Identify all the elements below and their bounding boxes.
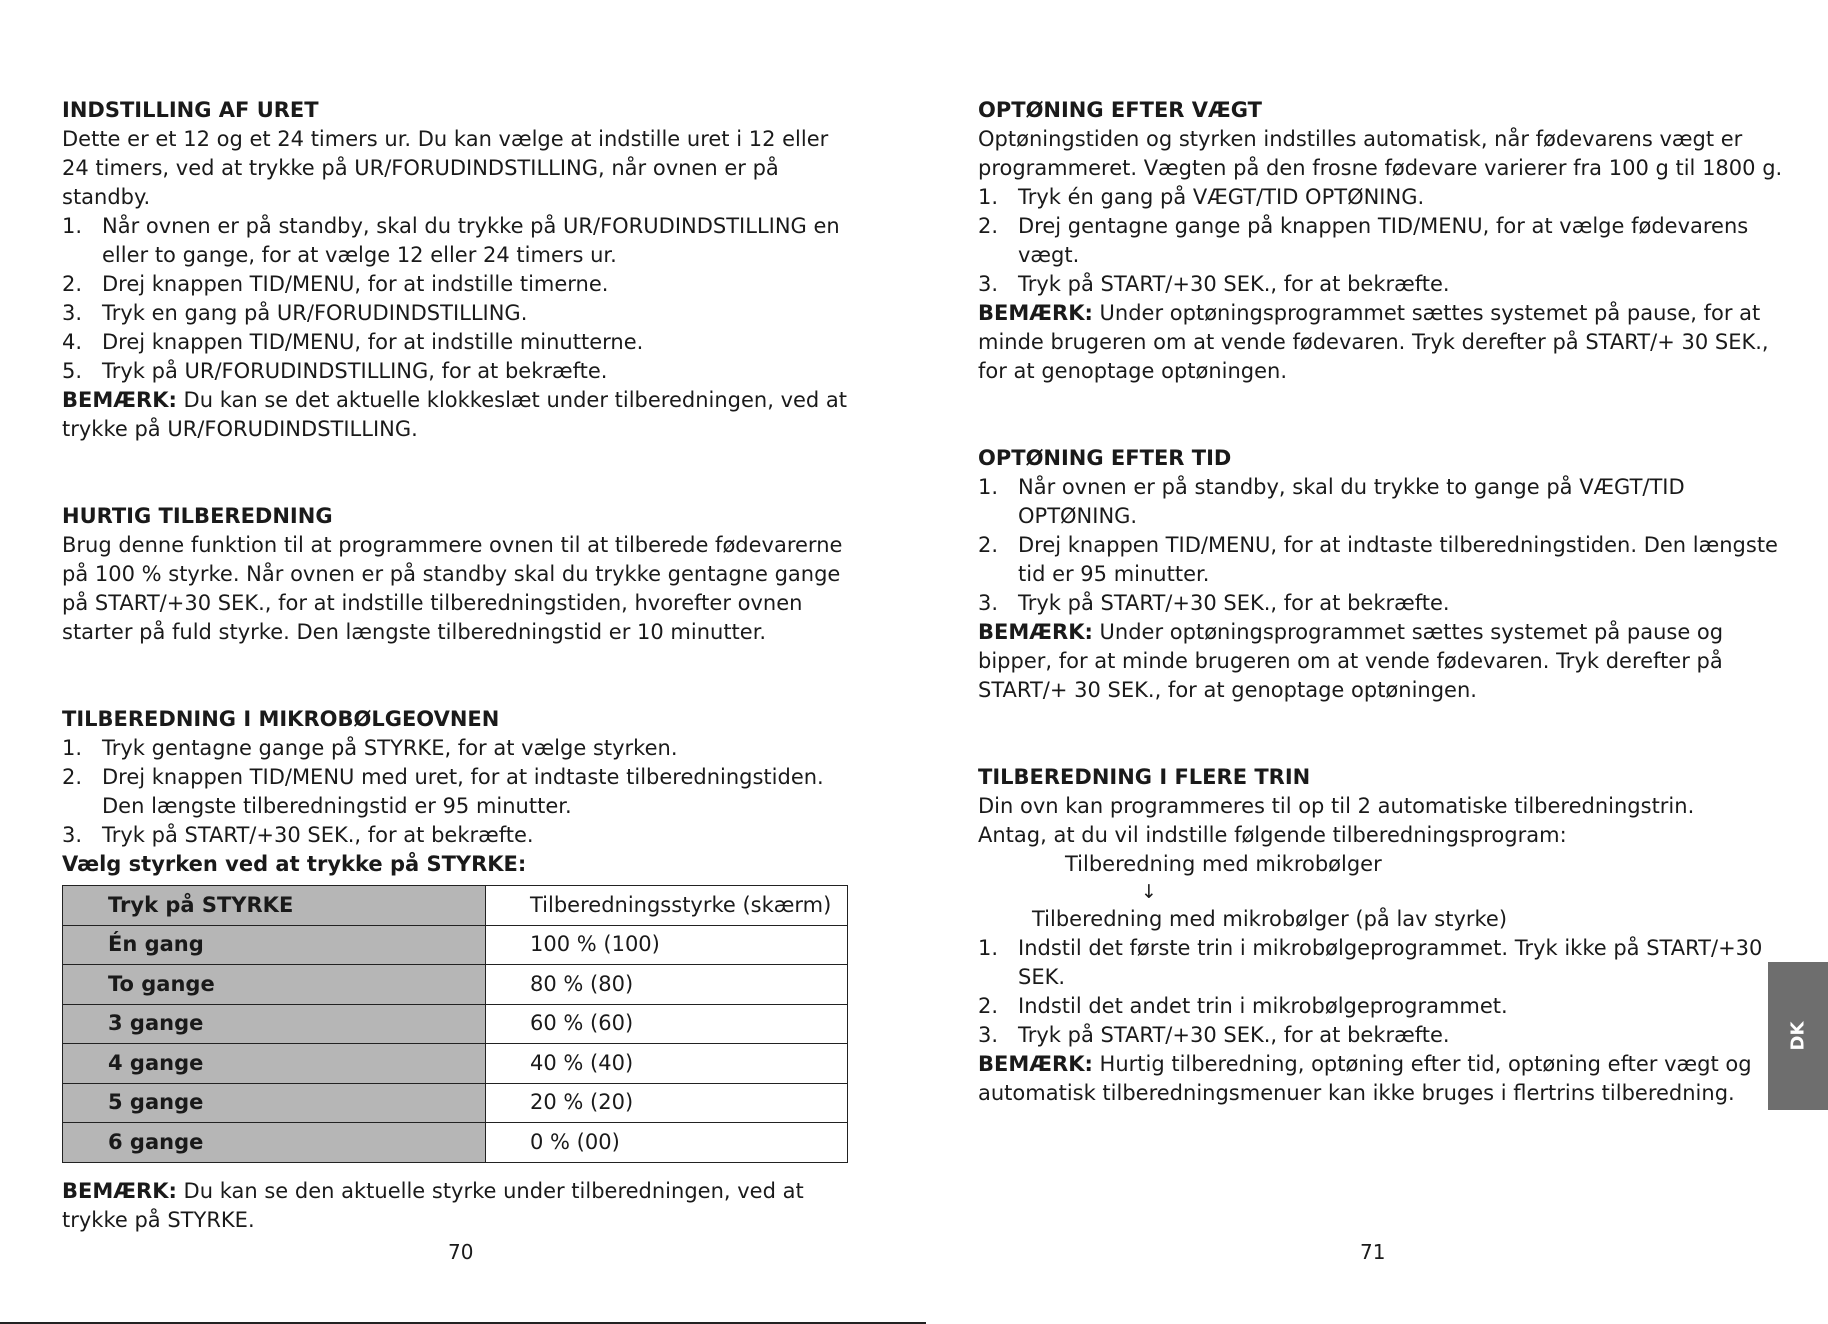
step-number: 1. (978, 936, 999, 960)
step-text: Tryk gentagne gange på STYRKE, for at vælge styrken. (102, 736, 678, 760)
table-row (63, 1083, 848, 1123)
step-number: 1. (62, 214, 83, 238)
quick-cook-section (62, 502, 852, 647)
table-title: Vælg styrken ved at trykke på STYRKE: (62, 852, 527, 876)
steps-list (978, 183, 1793, 299)
step-text: Tryk én gang på VÆGT/TID OPTØNING. (1018, 185, 1425, 209)
step-number: 3. (978, 1023, 999, 1047)
step-number: 4. (62, 330, 83, 354)
step-text: Drej gentagne gange på knappen TID/MENU, for at vælge fødevarens vægt. (1018, 214, 1749, 267)
table-cell: 6 gange (63, 1123, 486, 1163)
table-cell: 0 % (00) (486, 1123, 848, 1163)
list-item (978, 589, 1793, 618)
step-text: Indstil det andet trin i mikrobølgeprogrammet. (1018, 994, 1508, 1018)
step-number: 5. (62, 359, 83, 383)
step-text: Drej knappen TID/MENU med uret, for at indtaste tilberedningstiden. Den længste tilberedningstid er 95 minutter. (102, 765, 824, 818)
list-item (978, 183, 1793, 212)
table-cell: To gange (63, 965, 486, 1005)
flow-step: Tilberedning med mikrobølger (på lav styrke) (1032, 907, 1508, 931)
step-number: 1. (978, 475, 999, 499)
step-text: Tryk en gang på UR/FORUDINDSTILLING. (102, 301, 528, 325)
table-cell: 80 % (80) (486, 965, 848, 1005)
steps-list (62, 734, 852, 850)
section-heading: OPTØNING EFTER VÆGT (978, 98, 1263, 122)
step-text: Tryk på START/+30 SEK., for at bekræfte. (1018, 272, 1450, 296)
section-heading: TILBEREDNING I MIKROBØLGEOVNEN (62, 707, 500, 731)
note-text: Hurtig tilberedning, optøning efter tid, optøning efter vægt og automatisk tilberedningsmenuer kan ikke bruges i flertrins tilberedning. (978, 1052, 1752, 1105)
table-cell: 40 % (40) (486, 1044, 848, 1084)
steps-list (978, 473, 1793, 618)
step-number: 2. (978, 214, 999, 238)
flow-step: Tilberedning med mikrobølger (1065, 852, 1382, 876)
left-page (62, 96, 852, 1235)
program-flow (978, 850, 1793, 934)
step-text: Når ovnen er på standby, skal du trykke to gange på VÆGT/TID OPTØNING. (1018, 475, 1685, 528)
note-text: Du kan se den aktuelle styrke under tilberedningen, ved at trykke på STYRKE. (62, 1178, 804, 1232)
step-number: 1. (978, 185, 999, 209)
note-label: BEMÆRK: (978, 620, 1093, 644)
power-table (62, 885, 848, 1163)
list-item (62, 212, 852, 270)
note-text: Du kan se det aktuelle klokkeslæt under tilberedningen, ved at trykke på UR/FORUDINDSTILLING. (62, 388, 848, 441)
note (62, 1177, 852, 1235)
step-text: Drej knappen TID/MENU, for at indstille minutterne. (102, 330, 644, 354)
step-number: 1. (62, 736, 83, 760)
page-number-left: 70 (448, 1240, 474, 1264)
defrost-weight-section (978, 96, 1793, 386)
table-row (63, 965, 848, 1005)
section-heading: TILBEREDNING I FLERE TRIN (978, 765, 1311, 789)
page-number-right: 71 (1360, 1240, 1386, 1264)
arrow-down-icon: ↓ (1141, 881, 1157, 903)
table-cell: Tilberedningsstyrke (skærm) (486, 886, 848, 926)
step-number: 2. (62, 765, 83, 789)
language-tab-label: DK (1787, 1021, 1809, 1051)
section-heading: INDSTILLING AF URET (62, 98, 319, 122)
section-intro: Optøningstiden og styrken indstilles automatisk, når fødevarens vægt er programmeret. Vægten på den frosne fødevare varierer fra 100 g til 1800 g. (978, 127, 1783, 180)
steps-list (62, 212, 852, 386)
note (62, 386, 852, 444)
multi-stage-section (978, 763, 1793, 1108)
table-cell: 5 gange (63, 1083, 486, 1123)
list-item (978, 531, 1793, 589)
note-text: Under optøningsprogrammet sættes systemet på pause, for at minde brugeren om at vende fødevaren. Tryk derefter på START/+ 30 SEK., for at genoptage optøningen. (978, 301, 1769, 383)
table-row (63, 1044, 848, 1084)
list-item (978, 934, 1793, 992)
section-line: Antag, at du vil indstille følgende tilberedningsprogram: (978, 823, 1567, 847)
step-text: Tryk på START/+30 SEK., for at bekræfte. (1018, 591, 1450, 615)
list-item (62, 328, 852, 357)
list-item (62, 270, 852, 299)
step-number: 2. (978, 533, 999, 557)
section-heading: OPTØNING EFTER TID (978, 446, 1232, 470)
language-tab (1768, 962, 1828, 1110)
table-row (63, 886, 848, 926)
step-number: 3. (978, 272, 999, 296)
table-cell: 3 gange (63, 1004, 486, 1044)
table-cell: Tryk på STYRKE (63, 886, 486, 926)
step-number: 2. (62, 272, 83, 296)
table-row (63, 1004, 848, 1044)
list-item (978, 1021, 1793, 1050)
table-cell: 100 % (100) (486, 925, 848, 965)
microwave-section (62, 705, 852, 1235)
step-text: Tryk på START/+30 SEK., for at bekræfte. (1018, 1023, 1450, 1047)
list-item (978, 212, 1793, 270)
list-item (62, 357, 852, 386)
list-item (978, 473, 1793, 531)
list-item (62, 763, 852, 821)
note-label: BEMÆRK: (62, 388, 177, 412)
step-number: 2. (978, 994, 999, 1018)
step-text: Når ovnen er på standby, skal du trykke på UR/FORUDINDSTILLING en eller to gange, for at vælge 12 eller 24 timers ur. (102, 214, 840, 267)
table-row (63, 1123, 848, 1163)
step-text: Indstil det første trin i mikrobølgeprogrammet. Tryk ikke på START/+30 SEK. (1018, 936, 1763, 989)
table-cell: Én gang (63, 925, 486, 965)
steps-list (978, 934, 1793, 1050)
step-number: 3. (978, 591, 999, 615)
section-body: Brug denne funktion til at programmere ovnen til at tilberede fødevarerne på 100 % styrke. Når ovnen er på standby skal du trykke gentagne gange på START/+30 SEK., for at indstille tilberedningstiden, hvorefter ovnen starter på fuld styrke. Den længste tilberedningstid er 10 minutter. (62, 533, 843, 644)
table-cell: 4 gange (63, 1044, 486, 1084)
table-cell: 60 % (60) (486, 1004, 848, 1044)
step-text: Tryk på START/+30 SEK., for at bekræfte. (102, 823, 534, 847)
note (978, 1050, 1793, 1108)
note-label: BEMÆRK: (978, 1052, 1093, 1076)
step-number: 3. (62, 823, 83, 847)
step-text: Drej knappen TID/MENU, for at indstille timerne. (102, 272, 609, 296)
step-text: Tryk på UR/FORUDINDSTILLING, for at bekræfte. (102, 359, 608, 383)
table-row (63, 925, 848, 965)
defrost-time-section (978, 444, 1793, 705)
table-cell: 20 % (20) (486, 1083, 848, 1123)
section-line: Din ovn kan programmeres til op til 2 automatiske tilberedningstrin. (978, 794, 1695, 818)
list-item (62, 821, 852, 850)
note-text: Under optøningsprogrammet sættes systemet på pause og bipper, for at minde brugeren om at vende fødevaren. Tryk derefter på START/+ 30 SEK., for at genoptage optøningen. (978, 620, 1724, 702)
clock-section (62, 96, 852, 444)
note (978, 299, 1793, 386)
list-item (62, 734, 852, 763)
note (978, 618, 1793, 705)
note-label: BEMÆRK: (62, 1178, 177, 1203)
note-label: BEMÆRK: (978, 301, 1093, 325)
right-page (978, 96, 1793, 1108)
list-item (978, 992, 1793, 1021)
list-item (62, 299, 852, 328)
section-intro: Dette er et 12 og et 24 timers ur. Du kan vælge at indstille uret i 12 eller 24 timers, ved at trykke på UR/FORUDINDSTILLING, når ovnen er på standby. (62, 127, 829, 209)
step-text: Drej knappen TID/MENU, for at indtaste tilberedningstiden. Den længste tid er 95 minutter. (1018, 533, 1778, 586)
section-heading: HURTIG TILBEREDNING (62, 504, 333, 528)
list-item (978, 270, 1793, 299)
step-number: 3. (62, 301, 83, 325)
